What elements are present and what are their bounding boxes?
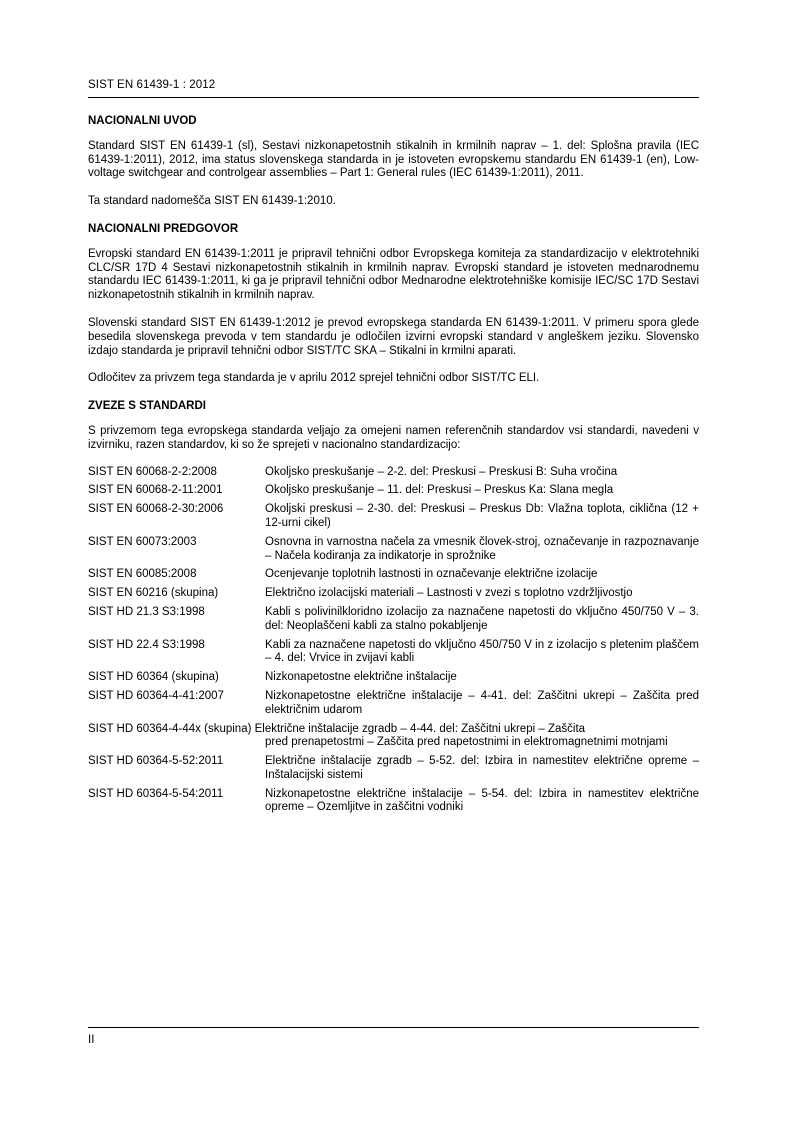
table-row — [88, 464, 699, 483]
standard-code: SIST HD 21.3 S3:1998 — [88, 605, 205, 618]
heading-nacionalni-uvod: NACIONALNI UVOD — [88, 115, 197, 127]
table-row — [88, 753, 699, 786]
standard-code: SIST HD 60364-4-41:2007 — [88, 689, 224, 702]
table-row — [88, 585, 699, 604]
table-row — [88, 669, 699, 688]
standard-code: SIST EN 60085:2008 — [88, 568, 197, 581]
wide-entry-first-line: SIST HD 60364-4-44x (skupina) Električne inštalacije zgradb – 4-44. del: Zaščitni ukrepi – Zaščita — [88, 722, 586, 735]
standard-code: SIST EN 60068-2-11:2001 — [88, 484, 223, 497]
table-row — [88, 688, 699, 721]
foreword-paragraph-2: Slovenski standard SIST EN 61439-1:2012 je prevod evropskega standarda EN 61439-1:2011. V primeru spora glede besedila slovenskega prevoda v tem standardu je odločilen izvirni evropski standard v angleškem jeziku. Slovensko izdajo standarda je pripravil tehnični odbor SIST/TC SKA – Stikalni in krmilni aparati. — [88, 316, 699, 357]
standard-code: SIST HD 22.4 S3:1998 — [88, 638, 205, 651]
standard-title: Okoljsko preskušanje – 11. del: Preskusi – Preskus Ka: Slana megla — [265, 484, 614, 497]
page-number: II — [88, 1034, 95, 1046]
table-row — [88, 534, 699, 567]
standard-code: SIST HD 60364-5-54:2011 — [88, 787, 224, 800]
footer-rule — [88, 1027, 699, 1028]
header-rule — [88, 97, 699, 98]
wide-entry-continuation: pred prenapetostmi – Zaščita pred napetostnimi in elektromagnetnimi motnjami — [265, 736, 668, 749]
heading-nacionalni-predgovor: NACIONALNI PREDGOVOR — [88, 222, 239, 235]
heading-zveze-s-standardi: ZVEZE S STANDARDI — [88, 400, 206, 413]
standard-title: Kabli s polivinilkloridno izolacijo za naznačene napetosti do vključno 450/750 V – 3. del: Neoplaščeni kabli za stalno pokabljenje — [265, 605, 699, 632]
standard-code: SIST EN 60216 (skupina) — [88, 587, 219, 600]
standard-code: SIST HD 60364-5-52:2011 — [88, 755, 224, 768]
table-row — [88, 566, 699, 585]
intro-paragraph-2: Ta standard nadomešča SIST EN 61439-1:2010. — [88, 195, 336, 208]
standard-title: Okoljski preskusi – 2-30. del: Preskusi – Preskus Db: Vlažna toplota, ciklična (12 + 12-urni cikel) — [265, 503, 699, 529]
standard-code: SIST EN 60068-2-30:2006 — [88, 503, 224, 516]
table-row — [88, 604, 699, 637]
standard-title: Električne inštalacije zgradb – 5-52. del: Izbira in namestitev električne opreme – Inštalacijski sistemi — [265, 755, 699, 781]
standard-title: Osnovna in varnostna načela za vmesnik človek-stroj, označevanje in razpoznavanje – Načela kodiranja za indikatorje in sprožnike — [265, 535, 699, 562]
standard-code: SIST HD 60364 (skupina) — [88, 671, 219, 684]
table-row — [88, 786, 699, 819]
standard-title: Električno izolacijski materiali – Lastnosti v zvezi s toplotno vzdržljivostjo — [265, 587, 633, 600]
standard-title: Nizkonapetostne električne inštalacije – 5-54. del: Izbira in namestitev električne opreme – Ozemljitve in zaščitni vodniki — [265, 787, 699, 814]
table-row — [88, 482, 699, 501]
wide-standard-entry — [88, 721, 699, 754]
standard-title: Kabli za naznačene napetosti do vključno 450/750 V in z izolacijo s pletenim plaščem – 4. del: Vrvice in zvijavi kabli — [265, 638, 699, 665]
standard-title: Nizkonapetostne električne inštalacije — [265, 671, 457, 684]
table-row — [88, 637, 699, 670]
reference-standards-table — [88, 464, 699, 819]
running-header: SIST EN 61439-1 : 2012 — [88, 79, 216, 91]
standard-title: Ocenjevanje toplotnih lastnosti in označevanje električne izolacije — [265, 568, 598, 581]
standard-code: SIST EN 60068-2-2:2008 — [88, 465, 217, 478]
standard-code: SIST EN 60073:2003 — [88, 535, 197, 548]
foreword-paragraph-3: Odločitev za privzem tega standarda je v aprilu 2012 sprejel tehnični odbor SIST/TC ELI. — [88, 372, 540, 385]
standard-title: Nizkonapetostne električne inštalacije – 4-41. del: Zaščitni ukrepi – Zaščita pred električnim udarom — [265, 689, 699, 716]
page-content — [88, 115, 699, 818]
standard-title: Okoljsko preskušanje – 2-2. del: Preskusi – Preskusi B: Suha vročina — [265, 465, 618, 478]
table-row — [88, 721, 699, 754]
intro-paragraph-1: Standard SIST EN 61439-1 (sl), Sestavi nizkonapetostnih stikalnih in krmilnih naprav – 1. del: Splošna pravila (IEC 61439-1:2011), 2012, ima status slovenskega standarda in je istoveten evropskemu standardu EN 61439-1 (en), Low-voltage switchgear and controlgear assemblies – Part 1: General rules (IEC 61439-1:2011), 2011. — [88, 139, 699, 180]
foreword-paragraph-1: Evropski standard EN 61439-1:2011 je pripravil tehnični odbor Evropskega komiteja za standardizacijo v elektrotehniki CLC/SR 17D 4 Sestavi nizkonapetostnih stikalnih in krmilnih naprav. Evropski standard je istoveten mednarodnemu standardu IEC 61439-1:2011, ki ga je pripravil tehnični odbor Mednarodne elektrotehniške komisije IEC/SC 17D Sestavi nizkonapetostnih stikalnih in krmilnih naprav. — [88, 247, 699, 302]
refs-intro-paragraph: S privzemom tega evropskega standarda veljajo za omejeni namen referenčnih standardov vsi standardi, navedeni v izvirniku, razen standardov, ki so že sprejeti v nacionalno standardizacijo: — [88, 424, 699, 451]
table-row — [88, 501, 699, 534]
